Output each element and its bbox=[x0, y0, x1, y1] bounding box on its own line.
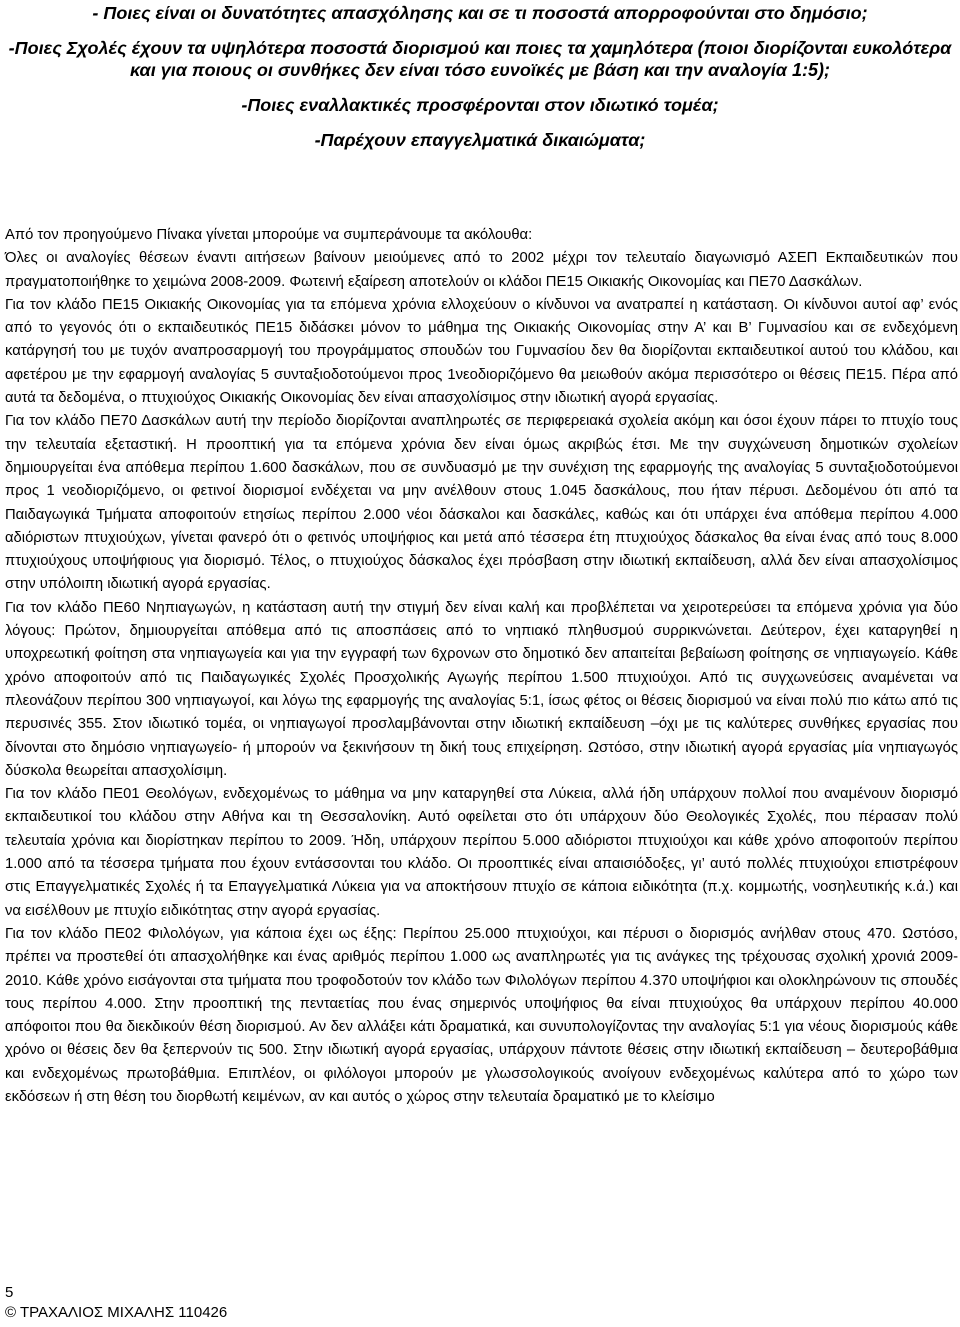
copyright-text: © ΤΡΑΧΑΛΙΟΣ ΜΙΧΑΛΗΣ 110426 bbox=[5, 1304, 228, 1321]
paragraph-intro: Από τον προηγούμενο Πίνακα γίνεται μπορούμε να συμπεράνουμε τα ακόλουθα: bbox=[5, 227, 533, 243]
paragraph-pe60: Για τον κλάδο ΠΕ60 Νηπιαγωγών, η κατάσταση αυτή την στιγμή δεν είναι καλή και προβλέπεται να χειροτερεύσει τα επόμενα χρόνια για δύο λόγους: Πρώτον, δημιουργείται απόθεμα από τις αποσπάσεις από το νηπιακό πληθυσμού συρρικνώνεται. Δεύτερον, έχει καταργηθεί η υποχρεωτική φοίτηση στα νηπιαγωγεία και για την εγγραφή των 6χρονων στο δημοτικό δεν απαιτείται βεβαίωση φοίτησης σε νηπιαγωγείο. Κάθε χρόνο αποφοιτούν από τις Παιδαγωγικές Σχολές Προσχολικής Αγωγής περίπου 1.500 πτυχιούχοι. Από τις συγχωνεύσεις αναμένεται να πλεονάζουν περίπου 300 νηπιαγωγοί, και λόγω της εφαρμογής της αναλογίας 5:1, ίσως φέτος οι θέσεις διορισμού να είναι πολύ πιο κάτω από τις περυσινές 355. Στον ιδιωτικό τομέα, οι νηπιαγωγοί προσλαμβάνονται στην ιδιωτική εκπαίδευση –όχι με τις καλύτερες συνθήκες εργασίας που δίνονται στο δημόσιο νηπιαγωγείο- ή μπορούν να ξεκινήσουν τη δική τους επιχείρηση. Ωστόσο, στην ιδιωτική αγορά εργασίας μία νηπιαγωγός δύσκολα θεωρείται απασχολίσιμη. bbox=[5, 599, 958, 779]
paragraph-pe02: Για τον κλάδο ΠΕ02 Φιλολόγων, για κάποια έχει ως έξης: Περίπου 25.000 πτυχιούχοι, και πέρυσι ο διορισμός ανήλθαν στους 470. Ωστόσο, πρέπει να προστεθεί ότι απασχολήθηκε και ένας αριθμός περίπου 1.000 ως αναπληρωτές για τις ανάγκες της τρέχουσας σχολική χρονιά 2009-2010. Κάθε χρόνο εισάγονται στα τμήματα που τροφοδοτούν τον κλάδο των Φιλολόγων περίπου 4.370 υποψήφιοι και ολοκληρώνουν τις σπουδές τους περίπου 4.000. Στην προοπτική της πενταετίας που ένας σημερινός υποψήφιος θα είναι πτυχιούχος θα υπάρχουν περίπου 40.000 απόφοιτοι που θα διεκδικούν θέση διορισμού. Αν δεν αλλάξει κάτι δραματικά, και συνυπολογίζοντας την αναλογίας 5:1 για νέους διορισμούς κάθε χρόνο οι θέσεις δεν θα ξεπερνούν τις 500. Στην ιδιωτική αγορά εργασίας, υπάρχουν πάντοτε θέσεις στην ιδιωτική εκπαίδευση – δευτεροβάθμια και ενδεχομένως πρωτοβάθμια. Επιπλέον, οι φιλόλογοι μπορούν με γλωσσολογικούς ανοίγουν ενδεχομένως καλύτερα από το χώρο των εκδόσεων ή στη θέση του διορθωτή κειμένων, αν και αυτός ο χώρος στην τελευταία δραματικό με το κλείσιμο bbox=[5, 925, 958, 1105]
paragraph-ratios: Όλες οι αναλογίες θέσεων έναντι αιτήσεων βαίνουν μειούμενες από το 2002 μέχρι τον τελευταίο διαγωνισμό ΑΣΕΠ Εκπαιδευτικών που πραγματοποιήθηκε το χειμώνα 2008-2009. Φωτεινή εξαίρεση αποτελούν οι κλάδοι ΠΕ15 Οικιακής Οικονομίας και ΠΕ70 Δασκάλων. bbox=[5, 250, 958, 290]
heading-question-2: -Ποιες Σχολές έχουν τα υψηλότερα ποσοστά διορισμού και ποιες τα χαμηλότερα (ποιοι διορίζονται ευκολότερα και για ποιους οι συνθήκες δεν είναι τόσο ευνοϊκές με βάση και την αναλογία 1:5); bbox=[8, 38, 952, 80]
page-number: 5 bbox=[5, 1284, 14, 1301]
heading-question-4: -Παρέχουν επαγγελματικά δικαιώματα; bbox=[314, 130, 646, 150]
paragraph-pe01: Για τον κλάδο ΠΕ01 Θεολόγων, ενδεχομένως το μάθημα να μην καταργηθεί στα Λύκεια, αλλά ήδη υπάρχουν πολλοί που αναμένουν διορισμό εκπαιδευτικοί του κλάδου στην Αθήνα και τη Θεσσαλονίκη. Αυτό οφείλεται στο ότι υπάρχουν δύο Θεολογικές Σχολές, που πέρασαν πολύ τελευταία χρόνια και διορίστηκαν περίπου το 2009. Ήδη, υπάρχουν περίπου 5.000 αδιόριστοι πτυχιούχοι και κάθε χρόνο αποφοιτούν περίπου 1.000 από τα τέσσερα τμήματα που έχουν εντάσσονται του κλάδο. Οι προοπτικές είναι απαισιόδοξες, γι’ αυτό πολλές πτυχιούχοι επιστρέφουν στις Επαγγελματικές Σχολές ή τα Επαγγελματικά Λύκεια για να αποκτήσουν πτυχίο σε κάποια ειδικότητα (π.χ. κομμωτής, νοσηλευτικής κ.ά.) και να εισέλθουν με πτυχίο ειδικότητας στην αγορά εργασίας. bbox=[5, 786, 958, 919]
paragraph-pe70: Για τον κλάδο ΠΕ70 Δασκάλων αυτή την περίοδο διορίζονται αναπληρωτές σε περιφερειακά σχολεία ακόμη και όσοι έχουν πάρει το πτυχίο τους την τελευταία εξεταστική. Η προοπτική για τα επόμενα χρόνια δεν είναι όμως ακριβώς έτσι. Με την συγχώνευση δημοτικών σχολείων δημιουργείται ένα απόθεμα περίπου 1.600 δασκάλων, που σε συνδυασμό με την συνέχιση της εφαρμογής της αναλογίας 5 συνταξιοδοτούμενοι προς 1 νεοδιοριζόμενο, οι φετινοί διορισμοί ενδέχεται να μην ανέλθουν στους 1.045 δασκάλους, που ήταν πέρυσι. Δεδομένου ότι από τα Παιδαγωγικά Τμήματα αποφοιτούν ετησίως περίπου 2.000 νέοι δάσκαλοι και δασκάλες, καθώς και ότι υπάρχει ένα απόθεμα περίπου 4.000 αδιόριστων πτυχιούχων, γίνεται φανερό ότι ο φετινός υποψήφιος και μετά από τέσσερα έτη πτυχιούχος δάσκαλος θα είναι ένας από τους 8.000 πτυχιούχους υποψήφιους για διορισμό. Τέλος, ο πτυχιούχος δάσκαλος έχει πρόσβαση στην ιδιωτική εκπαίδευση, αλλά δεν είναι απασχολίσιμος στην υπόλοιπη ιδιωτική αγορά εργασίας. bbox=[5, 413, 958, 593]
heading-question-1: - Ποιες είναι οι δυνατότητες απασχόλησης και σε τι ποσοστά απορροφούνται στο δημόσιο; bbox=[92, 3, 868, 23]
heading-question-3: -Ποιες εναλλακτικές προσφέρονται στον ιδιωτικό τομέα; bbox=[241, 95, 719, 115]
page-footer bbox=[5, 1283, 405, 1323]
paragraph-pe15: Για τον κλάδο ΠΕ15 Οικιακής Οικονομίας για τα επόμενα χρόνια ελλοχεύουν ο κίνδυνοι να ανατραπεί η κατάσταση. Οι κίνδυνοι αυτοί αφ’ ενός από το γεγονός ότι ο εκπαιδευτικός ΠΕ15 διδάσκει μόνον το μάθημα της Οικιακής Οικονομίας στην Α’ και Β’ Γυμνασίου και σε ενδεχόμενη κατάργησή του με τυχόν αναπροσαρμογή του προγράμματος σπουδών του Γυμνασίου δεν θα διορίζονται εκπαιδευτικοί αυτού του κλάδου, και αφετέρου με την εφαρμογή αναλογίας 5 συνταξιοδοτούμενοι προς 1νεοδιοριζόμενο θα μειωθούν ακόμα περισσότερο οι θέσεις ΠΕ15. Πέρα από αυτά τα δεδομένα, ο πτυχιούχος Οικιακής Οικονομίας δεν είναι απασχολίσιμος στην ιδιωτική αγορά εργασίας. bbox=[5, 296, 958, 407]
body-text bbox=[5, 224, 958, 1109]
question-headings bbox=[0, 2, 960, 151]
